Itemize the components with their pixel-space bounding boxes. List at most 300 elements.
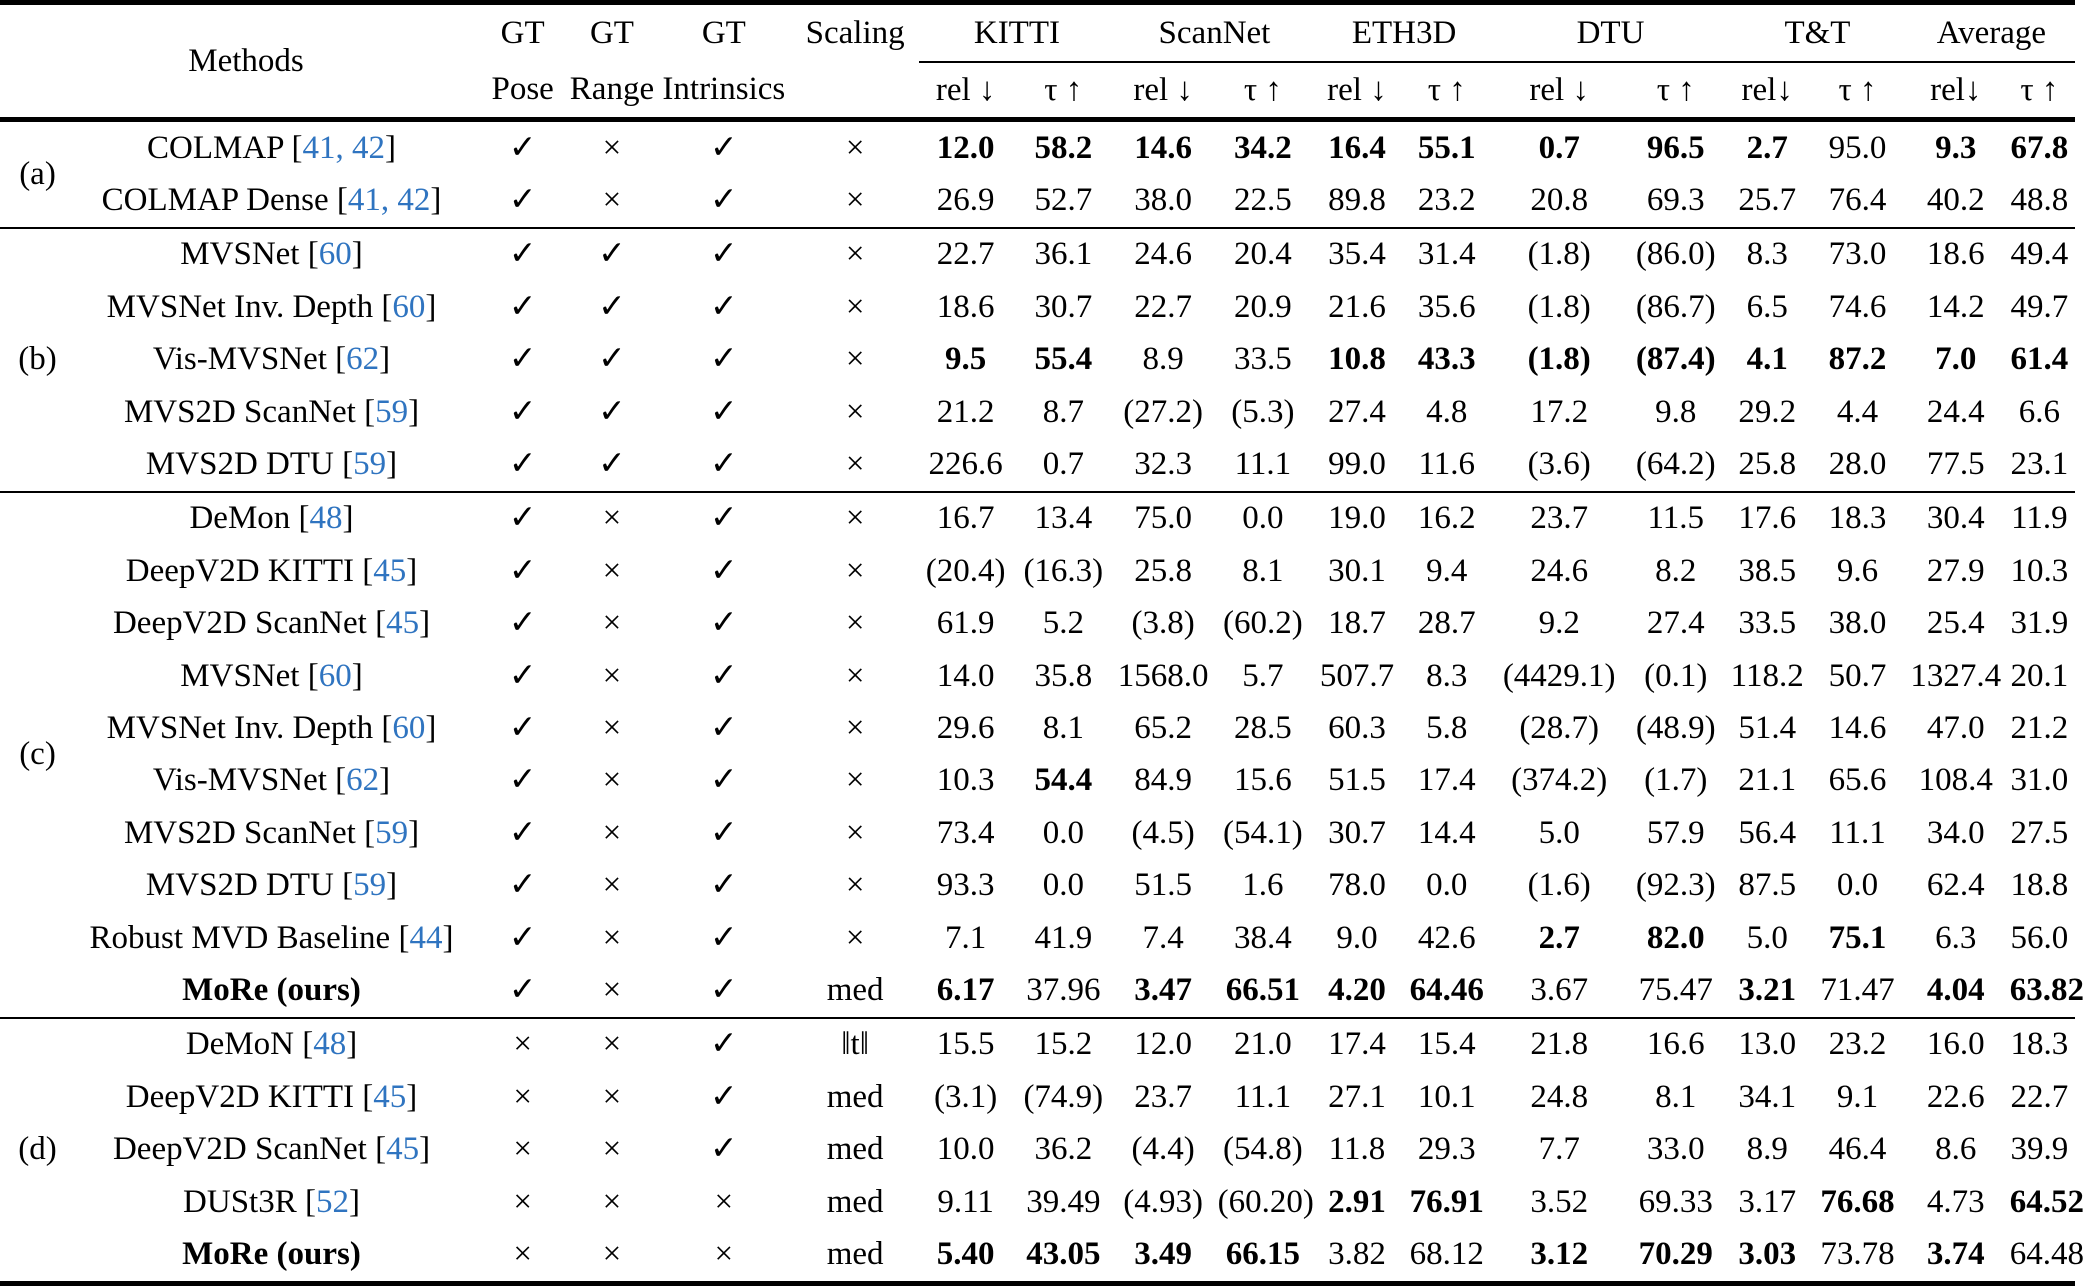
value-cell: 52.7 (1034, 182, 1093, 219)
gt-pose-cell: ✓ (508, 657, 537, 694)
value-cell: 3.17 (1738, 1183, 1797, 1220)
citation-link[interactable]: 45 (373, 1078, 407, 1115)
value-cell: 23.1 (2010, 446, 2069, 483)
scaling-cell: × (845, 446, 865, 483)
table-row (0, 174, 2075, 227)
value-cell: 9.2 (1538, 605, 1580, 642)
value-cell: (3.6) (1527, 446, 1591, 483)
method-cell: MVS2D ScanNet [59] (123, 393, 420, 430)
table-row (0, 1123, 2075, 1175)
value-cell: 31.9 (2010, 605, 2069, 642)
value-cell: 38.4 (1234, 919, 1292, 956)
value-cell: (60.20) (1217, 1183, 1314, 1220)
value-cell: 21.0 (1234, 1026, 1292, 1063)
method-name: MVS2D ScanNet (123, 393, 356, 430)
methods-header: Methods (188, 42, 304, 79)
gt-intrinsics-header: GT (701, 15, 746, 51)
citation-link[interactable]: 41, 42 (347, 182, 431, 219)
value-cell: 9.4 (1426, 552, 1468, 589)
table-row (0, 807, 2075, 859)
method-cell: DeMoN [48] (185, 1026, 358, 1063)
value-cell: 7.0 (1935, 341, 1977, 378)
citation-link[interactable]: 59 (375, 393, 409, 430)
metric-header: rel↓ (1930, 71, 1982, 108)
gt-intrinsics-cell: ✓ (710, 446, 738, 483)
gt-range-cell: × (602, 1235, 622, 1272)
value-cell: 30.7 (1328, 814, 1386, 851)
value-cell: 43.3 (1417, 341, 1476, 378)
value-cell: 73.0 (1828, 236, 1887, 273)
value-cell: 9.1 (1836, 1078, 1879, 1115)
value-cell: 6.17 (936, 971, 995, 1008)
value-cell: 31.4 (1417, 236, 1476, 273)
value-cell: 23.2 (1828, 1026, 1887, 1063)
metric-header: rel ↓ (1327, 71, 1387, 108)
value-cell: 39.49 (1026, 1183, 1101, 1220)
value-cell: 33.0 (1646, 1131, 1705, 1168)
method-cell: MVS2D ScanNet [59] (123, 814, 420, 851)
value-cell: 28.0 (1828, 446, 1887, 483)
scaling-cell: med (826, 1235, 884, 1272)
gt-intrinsics-cell: × (714, 1183, 734, 1220)
value-cell: 18.3 (1828, 500, 1887, 537)
value-cell: 30.1 (1328, 552, 1386, 589)
gt-pose-cell: ✓ (508, 867, 537, 904)
value-cell: 78.0 (1328, 867, 1386, 904)
method-name: COLMAP (146, 129, 284, 166)
value-cell: 58.2 (1034, 129, 1093, 166)
value-cell: 23.2 (1417, 182, 1476, 219)
method-name: MVS2D DTU (145, 446, 334, 483)
gt-range-cell: × (602, 605, 622, 642)
scaling-cell: × (845, 657, 865, 694)
value-cell: 77.5 (1926, 446, 1985, 483)
value-cell: (48.9) (1635, 709, 1716, 746)
value-cell: 14.4 (1417, 814, 1476, 851)
value-cell: 8.1 (1655, 1078, 1697, 1115)
value-cell: 0.7 (1042, 446, 1084, 483)
value-cell: (3.1) (933, 1078, 998, 1115)
value-cell: 20.8 (1530, 182, 1589, 219)
value-cell: 2.7 (1746, 129, 1788, 166)
table-row (0, 1071, 2075, 1123)
value-cell: 14.2 (1926, 288, 1985, 325)
value-cell: 10.0 (936, 1131, 995, 1168)
value-cell: 4.1 (1746, 341, 1788, 378)
table-row (0, 755, 2075, 807)
value-cell: 8.1 (1042, 709, 1084, 746)
value-cell: (1.6) (1527, 867, 1591, 904)
value-cell: 11.1 (1234, 446, 1292, 483)
metric-header: rel ↓ (1133, 71, 1193, 108)
dataset-header-kitti: KITTI (919, 3, 1114, 63)
citation-link[interactable]: 45 (373, 552, 407, 589)
value-cell: 50.7 (1828, 657, 1887, 694)
value-cell: 20.4 (1234, 236, 1292, 273)
value-cell: 1.6 (1242, 867, 1284, 904)
value-cell: 51.5 (1134, 867, 1192, 904)
value-cell: 22.7 (1134, 288, 1192, 325)
metric-header: τ ↑ (2020, 71, 2059, 108)
value-cell: 1327.4 (1910, 657, 2002, 694)
value-cell: (1.8) (1527, 341, 1591, 378)
table-row (0, 912, 2075, 964)
table-row (0, 650, 2075, 702)
method-name: MVS2D ScanNet (123, 814, 356, 851)
value-cell: (60.2) (1223, 605, 1303, 642)
gt-pose-cell: ✓ (508, 288, 537, 325)
value-cell: 76.68 (1820, 1183, 1895, 1220)
value-cell: 89.8 (1328, 182, 1386, 219)
scaling-cell: × (845, 236, 865, 273)
value-cell: 17.2 (1530, 393, 1589, 430)
value-cell: 24.6 (1530, 552, 1589, 589)
method-name: DeMoN (185, 1026, 294, 1063)
value-cell: 507.7 (1319, 657, 1395, 694)
gt-intrinsics-cell: ✓ (710, 814, 738, 851)
pose-subheader: Pose (491, 71, 554, 107)
method-cell: DeepV2D KITTI [45] (125, 1078, 418, 1115)
value-cell: 11.6 (1418, 446, 1476, 483)
value-cell: 6.5 (1746, 288, 1788, 325)
gt-intrinsics-cell: ✓ (710, 1026, 738, 1063)
value-cell: (3.8) (1131, 605, 1195, 642)
value-cell: 2.7 (1538, 919, 1580, 956)
value-cell: 0.0 (1242, 500, 1284, 537)
value-cell: 17.6 (1738, 500, 1797, 537)
value-cell: 21.6 (1328, 288, 1386, 325)
scaling-cell: × (845, 762, 865, 799)
scaling-cell: × (845, 919, 865, 956)
value-cell: 29.6 (936, 709, 995, 746)
gt-pose-cell: ✓ (508, 129, 537, 166)
value-cell: 40.2 (1926, 182, 1985, 219)
value-cell: 62.4 (1926, 867, 1985, 904)
value-cell: 3.03 (1738, 1235, 1797, 1272)
value-cell: 76.4 (1828, 182, 1887, 219)
value-cell: 23.7 (1134, 1078, 1192, 1115)
value-cell: 15.5 (936, 1026, 995, 1063)
value-cell: 76.91 (1409, 1183, 1484, 1220)
value-cell: 3.52 (1530, 1183, 1589, 1220)
gt-range-cell: × (602, 500, 622, 537)
value-cell: 28.5 (1234, 709, 1292, 746)
value-cell: 118.2 (1730, 657, 1804, 694)
value-cell: 3.49 (1134, 1235, 1192, 1272)
value-cell: 18.7 (1328, 605, 1386, 642)
value-cell: 21.1 (1738, 762, 1797, 799)
method-cell: MVSNet Inv. Depth [60] (106, 709, 437, 746)
value-cell: 25.8 (1738, 446, 1797, 483)
value-cell: 57.9 (1646, 814, 1705, 851)
method-name: MVSNet Inv. Depth (106, 709, 374, 746)
value-cell: 75.47 (1638, 971, 1713, 1008)
method-cell: DeMon [48] (189, 500, 354, 537)
value-cell: (16.3) (1023, 552, 1104, 589)
citation-link[interactable]: 45 (386, 1131, 420, 1168)
group-label: (c) (19, 736, 56, 773)
gt-range-cell: ✓ (598, 446, 626, 483)
group-label: (b) (18, 341, 57, 378)
value-cell: 51.5 (1328, 762, 1386, 799)
scaling-cell: med (826, 1183, 884, 1220)
value-cell: 33.5 (1738, 605, 1797, 642)
gt-range-cell: ✓ (598, 393, 626, 430)
citation-link[interactable]: 41, 42 (302, 129, 386, 166)
value-cell: 11.9 (2011, 500, 2068, 537)
value-cell: (74.9) (1023, 1078, 1104, 1115)
dataset-header-eth3d: ETH3D (1314, 3, 1494, 63)
value-cell: 22.7 (936, 236, 995, 273)
citation-link[interactable]: 48 (309, 500, 343, 537)
value-cell: 51.4 (1738, 709, 1797, 746)
citation-link[interactable]: 52 (315, 1183, 349, 1220)
gt-intrinsics-cell: ✓ (710, 1078, 738, 1115)
value-cell: (64.2) (1635, 446, 1716, 483)
scaling-header: Scaling (805, 15, 905, 51)
value-cell: 95.0 (1828, 129, 1887, 166)
gt-pose-cell: × (513, 1026, 532, 1063)
value-cell: 6.3 (1935, 919, 1977, 956)
gt-range-cell: × (602, 709, 622, 746)
gt-intrinsics-cell: ✓ (710, 182, 738, 219)
gt-pose-cell: ✓ (508, 709, 537, 746)
scaling-subheader (791, 62, 919, 120)
method-cell: MVSNet [60] (180, 657, 363, 694)
value-cell: (54.1) (1223, 814, 1303, 851)
value-cell: (1.7) (1644, 762, 1708, 799)
gt-intrinsics-cell: ✓ (710, 236, 738, 273)
results-body (0, 120, 2084, 1284)
value-cell: 66.51 (1225, 971, 1301, 1008)
value-cell: 9.0 (1336, 919, 1378, 956)
value-cell: 56.4 (1738, 814, 1797, 851)
group-label: (a) (19, 155, 56, 192)
value-cell: 12.0 (1134, 1026, 1192, 1063)
method-cell: DUSt3R [52] (183, 1183, 360, 1220)
value-cell: 84.9 (1134, 762, 1192, 799)
value-cell: 24.6 (1134, 236, 1192, 273)
value-cell: 67.8 (2010, 129, 2069, 166)
value-cell: 74.6 (1828, 288, 1887, 325)
table-row (0, 598, 2075, 650)
value-cell: 2.91 (1328, 1183, 1386, 1220)
scaling-cell: med (826, 1078, 884, 1115)
value-cell: 28.7 (1417, 605, 1476, 642)
method-cell: MVS2D DTU [59] (145, 446, 398, 483)
dataset-header-dtu: DTU (1494, 3, 1727, 63)
value-cell: 35.6 (1417, 288, 1476, 325)
value-cell: 0.0 (1042, 814, 1084, 851)
value-cell: 20.9 (1234, 288, 1292, 325)
gt-range-cell: × (602, 919, 622, 956)
value-cell: 61.9 (936, 605, 995, 642)
scaling-cell: × (845, 129, 865, 166)
value-cell: (28.7) (1519, 709, 1600, 746)
metric-header: τ ↑ (1044, 71, 1083, 108)
table-row (0, 545, 2075, 597)
value-cell: 12.0 (936, 129, 995, 166)
method-name: DeepV2D ScanNet (112, 605, 367, 642)
value-cell: 8.9 (1746, 1131, 1788, 1168)
value-cell: 96.5 (1646, 129, 1705, 166)
table-row (0, 1018, 2075, 1071)
value-cell: (0.1) (1644, 657, 1708, 694)
gt-pose-header: GT (500, 15, 545, 51)
method-cell: MVS2D DTU [59] (145, 867, 398, 904)
metric-header: τ ↑ (1243, 71, 1282, 108)
value-cell: 7.4 (1142, 919, 1184, 956)
method-name: DUSt3R (183, 1183, 297, 1220)
method-cell: Robust MVD Baseline [44] (89, 919, 454, 956)
value-cell: 18.3 (2010, 1026, 2069, 1063)
value-cell: (374.2) (1511, 762, 1608, 799)
value-cell: (1.8) (1527, 288, 1591, 325)
method-name: COLMAP Dense (101, 182, 329, 219)
value-cell: (4429.1) (1502, 657, 1616, 694)
citation-link[interactable]: 60 (392, 288, 426, 325)
table-row (0, 1176, 2075, 1228)
citation-link[interactable]: 62 (346, 762, 380, 799)
citation-link[interactable]: 59 (353, 446, 387, 483)
gt-range-cell: × (602, 657, 622, 694)
gt-pose-cell: × (513, 1078, 532, 1115)
value-cell: 27.5 (2010, 814, 2069, 851)
value-cell: 0.0 (1836, 867, 1879, 904)
value-cell: 36.1 (1034, 236, 1093, 273)
value-cell: (4.4) (1131, 1131, 1195, 1168)
value-cell: 49.4 (2010, 236, 2069, 273)
value-cell: 65.6 (1828, 762, 1887, 799)
gt-range-cell: × (602, 814, 622, 851)
method-name: DeMon (189, 500, 291, 537)
value-cell: 16.7 (936, 500, 995, 537)
value-cell: (92.3) (1635, 867, 1716, 904)
gt-range-cell: ✓ (598, 341, 626, 378)
value-cell: 4.20 (1328, 971, 1386, 1008)
scaling-cell: × (845, 288, 865, 325)
value-cell: 20.1 (2010, 657, 2069, 694)
method-cell: MVSNet Inv. Depth [60] (106, 288, 437, 325)
gt-range-cell: × (602, 971, 622, 1008)
scaling-cell: × (845, 393, 865, 430)
citation-link[interactable]: 48 (313, 1026, 347, 1063)
method-name: DeepV2D KITTI (125, 1078, 354, 1115)
citation-link[interactable]: 60 (318, 236, 352, 273)
value-cell: 33.5 (1234, 341, 1292, 378)
method-name: MoRe (ours) (182, 971, 361, 1008)
value-cell: 9.5 (944, 341, 987, 378)
value-cell: 108.4 (1918, 762, 1993, 799)
value-cell: 22.7 (2010, 1078, 2069, 1115)
value-cell: 31.0 (2010, 762, 2069, 799)
citation-link[interactable]: 62 (346, 341, 380, 378)
value-cell: 60.3 (1328, 709, 1386, 746)
value-cell: 3.47 (1134, 971, 1192, 1008)
value-cell: 36.2 (1034, 1131, 1093, 1168)
value-cell: 30.7 (1034, 288, 1093, 325)
value-cell: 38.5 (1738, 552, 1797, 589)
value-cell: 7.1 (944, 919, 987, 956)
gt-pose-cell: × (513, 1131, 532, 1168)
value-cell: 75.0 (1134, 500, 1192, 537)
gt-pose-cell: ✓ (508, 182, 537, 219)
value-cell: 22.5 (1234, 182, 1292, 219)
scaling-cell: × (845, 341, 865, 378)
scaling-cell: × (845, 814, 865, 851)
value-cell: 9.11 (937, 1183, 994, 1220)
value-cell: 5.0 (1746, 919, 1788, 956)
value-cell: 15.2 (1034, 1026, 1093, 1063)
value-cell: 99.0 (1328, 446, 1386, 483)
value-cell: 75.1 (1828, 919, 1887, 956)
value-cell: 17.4 (1417, 762, 1476, 799)
method-cell: DeepV2D KITTI [45] (125, 552, 418, 589)
citation-link[interactable]: 59 (375, 814, 409, 851)
value-cell: 8.2 (1655, 552, 1697, 589)
citation-link[interactable]: 44 (409, 919, 443, 956)
value-cell: (1.8) (1527, 236, 1591, 273)
value-cell: 15.6 (1234, 762, 1292, 799)
value-cell: 63.82 (2009, 971, 2084, 1008)
table-row (0, 281, 2075, 333)
metric-header: τ ↑ (1656, 71, 1695, 108)
scaling-cell: med (826, 971, 884, 1008)
value-cell: 10.3 (936, 762, 995, 799)
metric-header: τ ↑ (1427, 71, 1466, 108)
value-cell: 0.0 (1042, 867, 1084, 904)
method-cell: DeepV2D ScanNet [45] (112, 605, 431, 642)
citation-link[interactable]: 60 (318, 657, 352, 694)
value-cell: (4.93) (1123, 1183, 1203, 1220)
gt-range-cell: × (602, 1131, 622, 1168)
value-cell: 1568.0 (1117, 657, 1209, 694)
value-cell: 13.0 (1738, 1026, 1797, 1063)
method-name: Robust MVD Baseline (89, 919, 391, 956)
value-cell: 3.21 (1738, 971, 1797, 1008)
gt-pose-cell: × (513, 1235, 532, 1272)
table-row (0, 334, 2075, 386)
citation-link[interactable]: 45 (386, 605, 420, 642)
value-cell: 5.2 (1042, 605, 1084, 642)
gt-intrinsics-cell: ✓ (710, 1131, 738, 1168)
value-cell: 27.4 (1646, 605, 1705, 642)
citation-link[interactable]: 59 (353, 867, 387, 904)
value-cell: 15.4 (1417, 1026, 1476, 1063)
gt-pose-cell: ✓ (508, 393, 537, 430)
table-row (0, 702, 2075, 754)
value-cell: 73.78 (1820, 1235, 1895, 1272)
gt-pose-cell: ✓ (508, 762, 537, 799)
value-cell: 11.5 (1647, 500, 1705, 537)
value-cell: 7.7 (1538, 1131, 1580, 1168)
value-cell: (5.3) (1231, 393, 1295, 430)
value-cell: 18.8 (2010, 867, 2069, 904)
value-cell: 11.1 (1829, 814, 1886, 851)
value-cell: 8.3 (1746, 236, 1788, 273)
citation-link[interactable]: 60 (392, 709, 426, 746)
value-cell: (4.5) (1131, 814, 1195, 851)
value-cell: 0.0 (1426, 867, 1468, 904)
intrinsics-subheader: Intrinsics (662, 71, 786, 107)
value-cell: 16.2 (1417, 500, 1476, 537)
table-row (0, 386, 2075, 438)
metric-header: rel↓ (1741, 71, 1793, 108)
value-cell: 4.8 (1426, 393, 1468, 430)
value-cell: 16.0 (1926, 1026, 1985, 1063)
value-cell: 35.4 (1328, 236, 1386, 273)
value-cell: 21.2 (936, 393, 995, 430)
